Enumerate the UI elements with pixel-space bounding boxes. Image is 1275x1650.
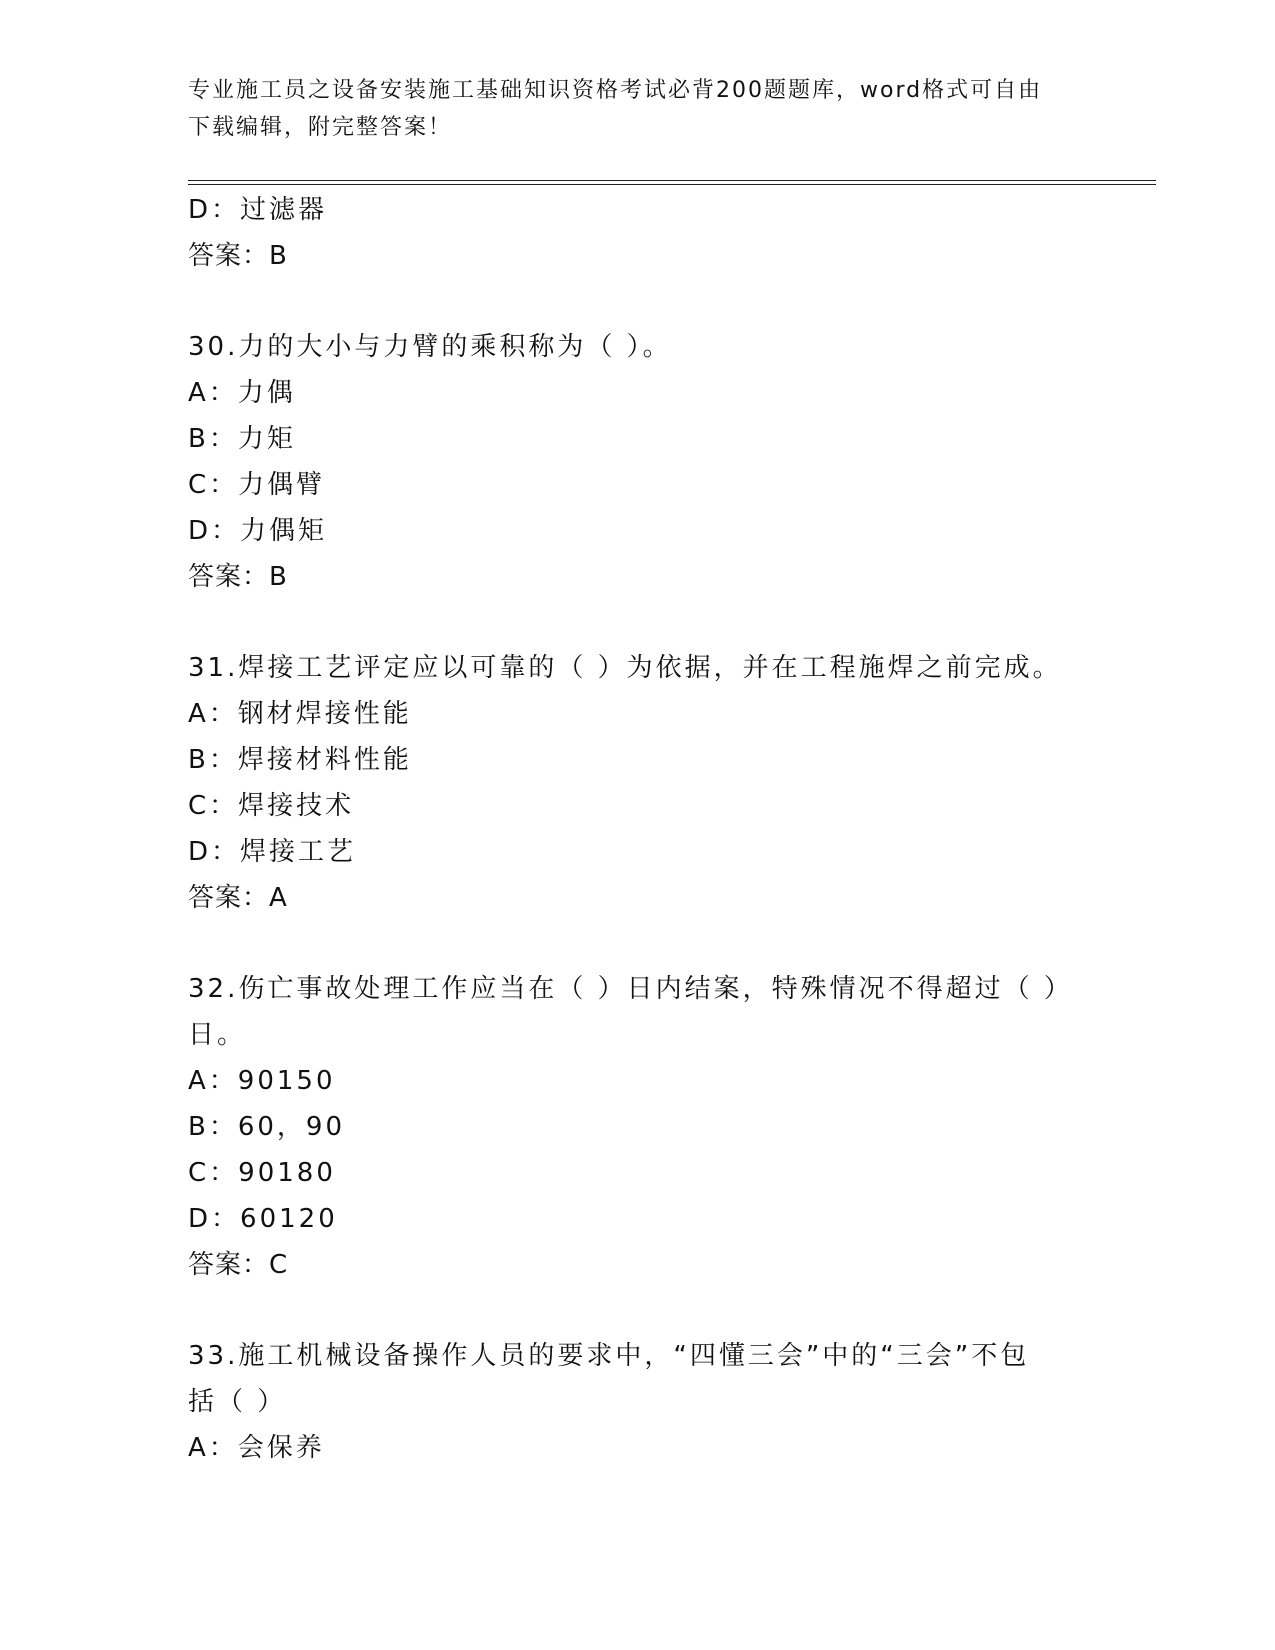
- option-a: A：力偶: [188, 378, 296, 408]
- question-stem: 30.力的大小与力臂的乘积称为（ ）。: [188, 332, 672, 362]
- question-32: [188, 966, 1078, 1288]
- header-divider-top: [188, 180, 1156, 181]
- document-header: [188, 72, 1088, 146]
- question-stem-line-2: 括（ ）: [188, 1387, 287, 1417]
- option-a: A：钢材焊接性能: [188, 699, 412, 729]
- question-stem: 31.焊接工艺评定应以可靠的（ ）为依据，并在工程施焊之前完成。: [188, 653, 1062, 683]
- answer: 答案：A: [188, 883, 288, 913]
- header-title-line-1: 专业施工员之设备安装施工基础知识资格考试必背200题题库，word格式可自由: [188, 78, 1043, 103]
- option-d: D：焊接工艺: [188, 837, 357, 867]
- option-d: D：60120: [188, 1204, 338, 1234]
- option-a: A：会保养: [188, 1433, 325, 1463]
- option-b: B：60，90: [188, 1112, 346, 1142]
- answer: 答案：C: [188, 1250, 289, 1280]
- option-b: B：力矩: [188, 424, 296, 454]
- question-30: [188, 324, 1078, 600]
- question-stem-line-2: 日。: [188, 1020, 247, 1050]
- header-title-line-2: 下载编辑，附完整答案！: [188, 115, 453, 140]
- option-b: B：焊接材料性能: [188, 745, 412, 775]
- option-d: D：力偶矩: [188, 516, 328, 546]
- answer: 答案：B: [188, 562, 288, 592]
- option-c: C：焊接技术: [188, 791, 355, 821]
- option-c: C：力偶臂: [188, 470, 326, 500]
- question-33: [188, 1333, 1078, 1471]
- prev-question-answer: 答案：B: [188, 241, 288, 271]
- header-divider-bottom: [188, 184, 1156, 185]
- question-31: [188, 645, 1078, 921]
- prev-question-option-d: D：过滤器: [188, 195, 328, 225]
- question-content: [188, 187, 1078, 1471]
- question-stem-line-1: 33.施工机械设备操作人员的要求中，“四懂三会”中的“三会”不包: [188, 1341, 1030, 1371]
- option-c: C：90180: [188, 1158, 336, 1188]
- question-stem-line-1: 32.伤亡事故处理工作应当在（ ）日内结案，特殊情况不得超过（ ）: [188, 974, 1073, 1004]
- option-a: A：90150: [188, 1066, 336, 1096]
